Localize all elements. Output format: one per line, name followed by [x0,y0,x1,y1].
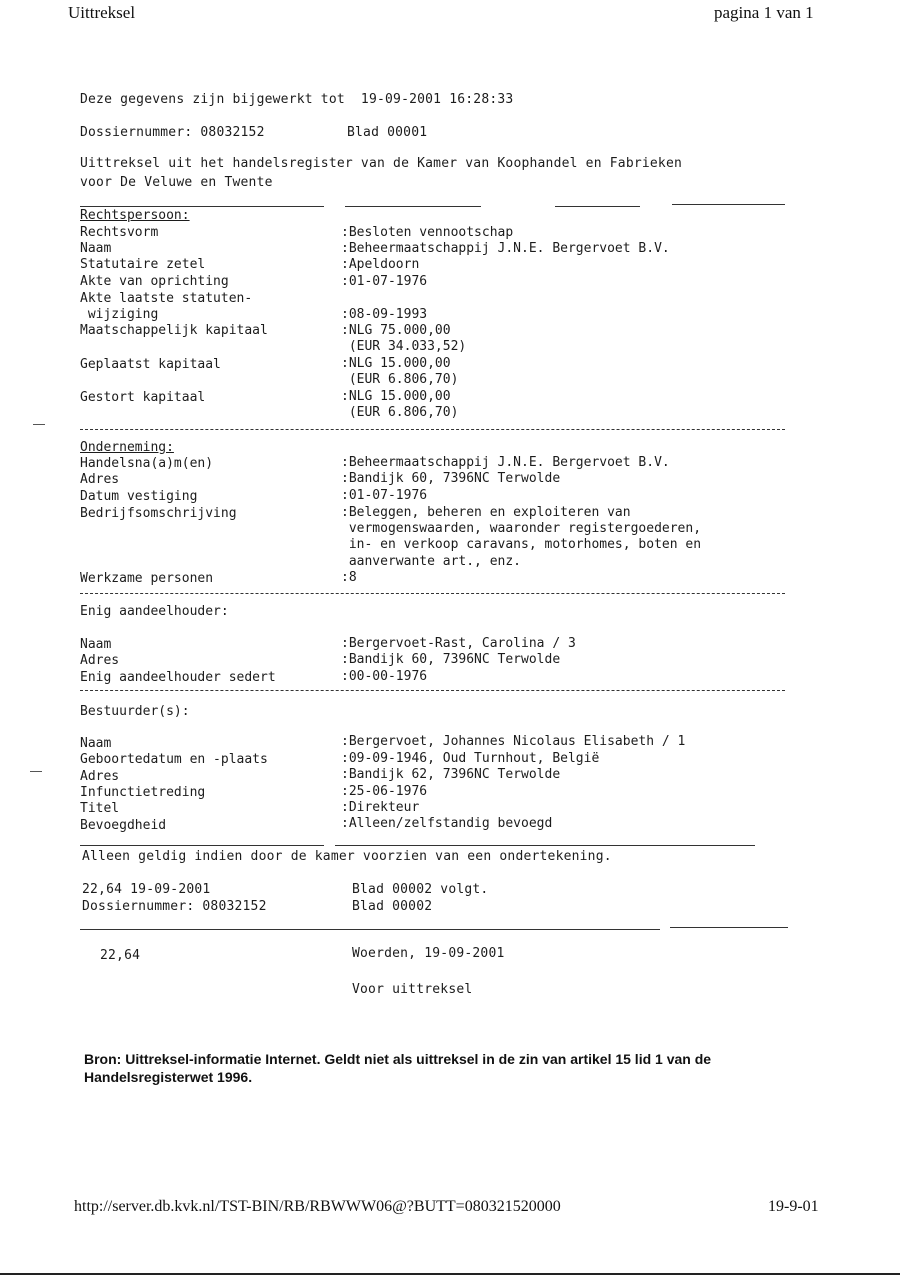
bedrijf-line-3: in- en verkoop caravans, motorhomes, boten en [341,537,702,552]
aandeelhouder-adres-value: :Bandijk 60, 7396NC Terwolde [341,652,561,667]
separator-line [345,206,481,207]
vestiging-label: Datum vestiging [80,489,198,504]
section-heading-aandeelhouder: Enig aandeelhouder: [80,604,229,619]
wijziging-label-line-1: Akte laatste statuten- [80,291,253,306]
akte-value: :01-07-1976 [341,274,428,289]
separator-line [672,204,785,205]
rechtsvorm-label: Rechtsvorm [80,225,159,240]
handelsnaam-value: :Beheermaatschappij J.N.E. Bergervoet B.V. [341,455,670,470]
handelsnaam-label: Handelsna(a)m(en) [80,456,214,471]
blad-number: Blad 00001 [347,125,428,140]
onderneming-adres-label: Adres [80,472,120,487]
gestort-label: Gestort kapitaal [80,390,206,405]
section-heading-onderneming: Onderneming: [80,440,174,455]
aandeelhouder-naam-value: :Bergervoet-Rast, Carolina / 3 [341,636,576,651]
vestiging-value: :01-07-1976 [341,488,428,503]
titel-label: Titel [80,801,120,816]
wijziging-value: :08-09-1993 [341,307,428,322]
wijziging-label-line-2: wijziging [80,307,159,322]
section-heading-rechtspersoon: Rechtspersoon: [80,208,190,223]
blad-2: Blad 00002 [352,899,433,914]
bevoegd-value: :Alleen/zelfstandig bevoegd [341,816,553,831]
blad-next: Blad 00002 volgt. [352,882,489,897]
document-title: Uittreksel [68,3,136,22]
titel-value: :Direkteur [341,800,420,815]
separator-line [335,845,755,846]
geplaatst-value: :NLG 15.000,00 [341,356,451,371]
bestuurder-adres-value: :Bandijk 62, 7396NC Terwolde [341,767,561,782]
description-line-2: voor De Veluwe en Twente [80,175,273,190]
onderneming-adres-value: :Bandijk 60, 7396NC Terwolde [341,471,561,486]
geplaatst-eur: (EUR 6.806,70) [341,372,459,387]
maatschappelijk-eur: (EUR 34.033,52) [341,339,467,354]
akte-label: Akte van oprichting [80,274,229,289]
bestuurder-adres-label: Adres [80,769,120,784]
aandeelhouder-sedert-label: Enig aandeelhouder sedert [80,670,276,685]
amount: 22,64 [100,948,141,963]
voor-uittreksel: Voor uittreksel [352,982,473,997]
bedrijf-label: Bedrijfsomschrijving [80,506,237,521]
section-divider [80,429,785,430]
zetel-label: Statutaire zetel [80,257,206,272]
gestort-value: :NLG 15.000,00 [341,389,451,404]
bedrijf-line-1: :Beleggen, beheren en exploiteren van [341,505,631,520]
zetel-value: :Apeldoorn [341,257,420,272]
margin-mark [30,771,42,772]
geboorte-value: :09-09-1946, Oud Turnhout, België [341,751,600,766]
section-heading-bestuurder: Bestuurder(s): [80,704,190,719]
section-divider [80,690,785,691]
bestuurder-naam-value: :Bergervoet, Johannes Nicolaus Elisabeth / 1 [341,734,686,749]
print-date: 19-9-01 [768,1198,819,1215]
aandeelhouder-naam-label: Naam [80,637,112,652]
place-date: Woerden, 19-09-2001 [352,946,505,961]
geplaatst-label: Geplaatst kapitaal [80,357,221,372]
bedrijf-line-2: vermogenswaarden, waaronder registergoederen, [341,521,702,536]
validity-note: Alleen geldig indien door de kamer voorzien van een ondertekening. [82,849,612,864]
functie-label: Infunctietreding [80,785,206,800]
personen-label: Werkzame personen [80,571,214,586]
naam-value: :Beheermaatschappij J.N.E. Bergervoet B.V. [341,241,670,256]
separator-line [80,929,660,930]
closing-dossier-number: Dossiernummer: 08032152 [82,899,267,914]
page-indicator: pagina 1 van 1 [714,3,814,22]
bevoegd-label: Bevoegdheid [80,818,167,833]
separator-line [80,845,324,846]
functie-value: :25-06-1976 [341,784,428,799]
geboorte-label: Geboortedatum en -plaats [80,752,268,767]
bedrijf-line-4: aanverwante art., enz. [341,554,522,569]
naam-label: Naam [80,241,112,256]
maatschappelijk-value: :NLG 75.000,00 [341,323,451,338]
description-line-1: Uittreksel uit het handelsregister van de Kamer van Koophandel en Fabrieken [80,156,682,171]
maatschappelijk-label: Maatschappelijk kapitaal [80,323,268,338]
rechtsvorm-value: :Besloten vennootschap [341,225,514,240]
bestuurder-naam-label: Naam [80,736,112,751]
update-timestamp: Deze gegevens zijn bijgewerkt tot 19-09-2001 16:28:33 [80,92,514,107]
separator-line [670,927,788,928]
dossier-number: Dossiernummer: 08032152 [80,125,265,140]
code-date: 22,64 19-09-2001 [82,882,211,897]
gestort-eur: (EUR 6.806,70) [341,405,459,420]
separator-line [555,206,640,207]
separator-line [80,206,324,207]
personen-value: :8 [341,570,357,585]
section-divider [80,593,785,594]
source-footnote: Bron: Uittreksel-informatie Internet. Geldt niet als uittreksel in de zin van artikel 15 lid 1 van de Handelsregisterwet 1996. [84,1051,712,1085]
page-url: http://server.db.kvk.nl/TST-BIN/RB/RBWWW06@?BUTT=080321520000 [74,1198,561,1215]
margin-mark [33,424,45,425]
aandeelhouder-adres-label: Adres [80,653,120,668]
aandeelhouder-sedert-value: :00-00-1976 [341,669,428,684]
page-bottom-edge [0,1273,900,1275]
